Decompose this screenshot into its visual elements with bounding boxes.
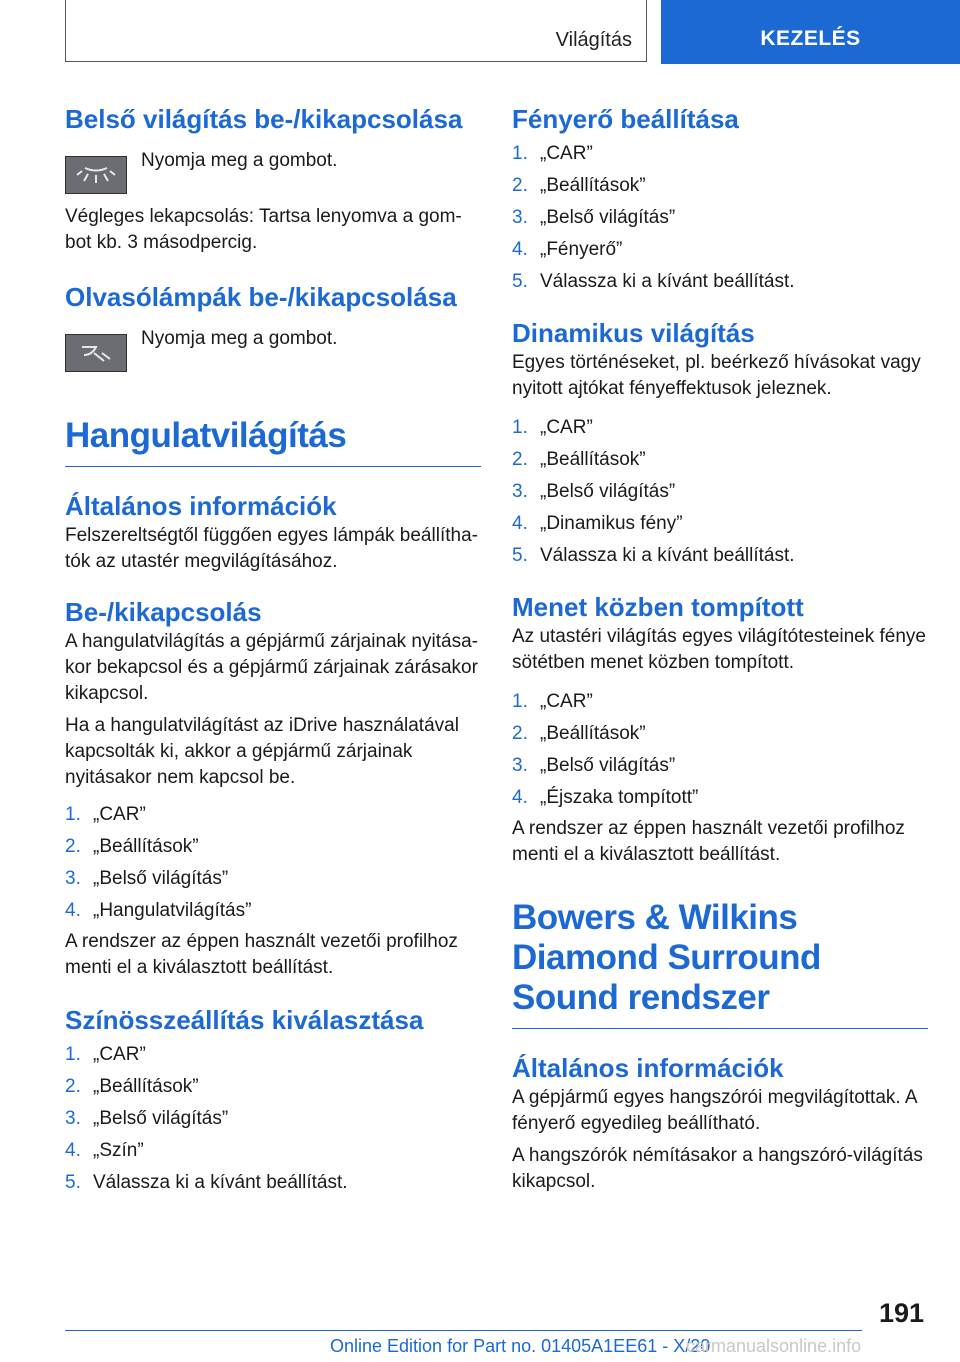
list-item: 2. „Beállítások” bbox=[512, 723, 646, 744]
color-selection-steps-list bbox=[65, 1039, 481, 1199]
chapter-title-bowers-wilkins: Bowers & Wilkins Diamond Surround Sound rendszer bbox=[512, 898, 928, 1029]
brightness-steps-list bbox=[512, 138, 928, 298]
list-item: 3. „Belső világítás” bbox=[512, 755, 676, 776]
list-item: 3. „Belső világítás” bbox=[65, 868, 229, 889]
interior-light-button-icon bbox=[65, 156, 127, 194]
list-item: 2. „Beállítások” bbox=[512, 449, 646, 470]
list-item: 3. „Belső világítás” bbox=[65, 1108, 229, 1129]
list-item: 1. „CAR” bbox=[512, 417, 593, 438]
list-item: 1. „CAR” bbox=[65, 1044, 146, 1065]
page-number: 191 bbox=[878, 1298, 924, 1328]
chapter-title-ambient-lighting: Hangulatvilágítás bbox=[65, 416, 481, 467]
list-item: 3. „Belső világítás” bbox=[512, 481, 676, 502]
list-item: 4. „Szín” bbox=[65, 1140, 144, 1161]
dimmed-while-driving-steps-list bbox=[512, 686, 928, 814]
speaker-lighting-text-2: A hangszórók némításakor a hangszóró-világítás kikapcsol. bbox=[512, 1145, 923, 1192]
reading-lamp-instruction-text: Nyomja meg a gombot. bbox=[141, 328, 338, 349]
list-item: 4. „Éjszaka tompított” bbox=[512, 787, 699, 808]
on-off-steps-list bbox=[65, 799, 481, 927]
section-title-on-off: Be-/kikapcsolás bbox=[65, 597, 262, 627]
section-title-brightness: Fényerő beállítása bbox=[512, 104, 739, 134]
section-title-color-selection: Színösszeállítás kiválasztása bbox=[65, 1005, 424, 1035]
list-item: 3. „Belső világítás” bbox=[512, 207, 676, 228]
list-item: 2. „Beállítások” bbox=[512, 175, 646, 196]
list-item: 4. „Hangulatvilágítás” bbox=[65, 900, 252, 921]
footer-watermark: carmanualsonline.info bbox=[686, 1336, 862, 1356]
reading-lamp-instruction bbox=[65, 326, 481, 372]
list-item: 1. „CAR” bbox=[512, 691, 593, 712]
list-item: 4. „Fényerő” bbox=[512, 239, 623, 260]
section-title-interior-light: Belső világítás be-/kikapcsolása bbox=[65, 104, 463, 134]
header-chapter-tab[interactable]: KEZELÉS bbox=[661, 0, 960, 64]
footer-edition-text: Online Edition for Part no. 01405A1EE61 - X/20 bbox=[330, 1336, 711, 1356]
dimmed-while-driving-text: Az utastéri világítás egyes világítótesteinek fénye sötétben menet közben tompított. bbox=[512, 626, 927, 673]
speaker-lighting-text-1: A gépjármű egyes hangszórói megvilágítottak. A fényerő egyedileg beállítható. bbox=[512, 1087, 917, 1134]
interior-light-permanent-off-text: Végleges lekapcsolás: Tartsa lenyomva a gombot kb. 3 másodpercig. bbox=[65, 206, 462, 253]
reading-lamp-button-icon bbox=[65, 334, 127, 372]
dimmed-profile-note: A rendszer az éppen használt vezetői profilhoz menti el a kiválasztott beállítást. bbox=[512, 818, 905, 865]
list-item: 2. „Beállítások” bbox=[65, 1076, 199, 1097]
on-off-profile-note: A rendszer az éppen használt vezetői profilhoz menti el a kiválasztott beállítást. bbox=[65, 931, 458, 978]
general-info-text: Felszereltségtől függően egyes lámpák beállíthatók az utastér megvilágításához. bbox=[65, 525, 478, 572]
left-column bbox=[65, 102, 481, 1199]
list-item: 1. „CAR” bbox=[65, 804, 146, 825]
section-title-general-info: Általános információk bbox=[65, 491, 337, 521]
header-section-title: Világítás bbox=[555, 29, 632, 51]
section-title-reading-lamps: Olvasólámpák be-/kikapcsolása bbox=[65, 282, 457, 312]
dynamic-lighting-text: Egyes történéseket, pl. beérkező hívásokat vagy nyitott ajtókat fényeffektusok jeleznek. bbox=[512, 352, 921, 399]
list-item: 4. „Dinamikus fény” bbox=[512, 513, 683, 534]
section-title-dimmed-while-driving: Menet közben tompított bbox=[512, 592, 804, 622]
list-item: 2. „Beállítások” bbox=[65, 836, 199, 857]
list-item: 5. Válassza ki a kívánt beállítást. bbox=[65, 1172, 348, 1193]
list-item: 1. „CAR” bbox=[512, 143, 593, 164]
footer-divider bbox=[65, 1330, 862, 1331]
list-item: 5. Válassza ki a kívánt beállítást. bbox=[512, 545, 795, 566]
interior-light-instruction-text: Nyomja meg a gombot. bbox=[141, 150, 338, 171]
section-title-dynamic-lighting: Dinamikus világítás bbox=[512, 318, 755, 348]
right-column bbox=[512, 102, 928, 1195]
list-item: 5. Válassza ki a kívánt beállítást. bbox=[512, 271, 795, 292]
on-off-text-2: Ha a hangulatvilágítást az iDrive használatával kapcsolták ki, akkor a gépjármű zárjainak nyitásakor nem kapcsol be. bbox=[65, 715, 459, 788]
on-off-text-1: A hangulatvilágítás a gépjármű zárjainak nyitásakor bekapcsol és a gépjármű zárjainak zárásakor kikapcsol. bbox=[65, 631, 478, 704]
dynamic-lighting-steps-list bbox=[512, 412, 928, 572]
interior-light-instruction bbox=[65, 148, 481, 194]
header-box bbox=[65, 0, 647, 62]
section-title-general-info-2: Általános információk bbox=[512, 1053, 784, 1083]
